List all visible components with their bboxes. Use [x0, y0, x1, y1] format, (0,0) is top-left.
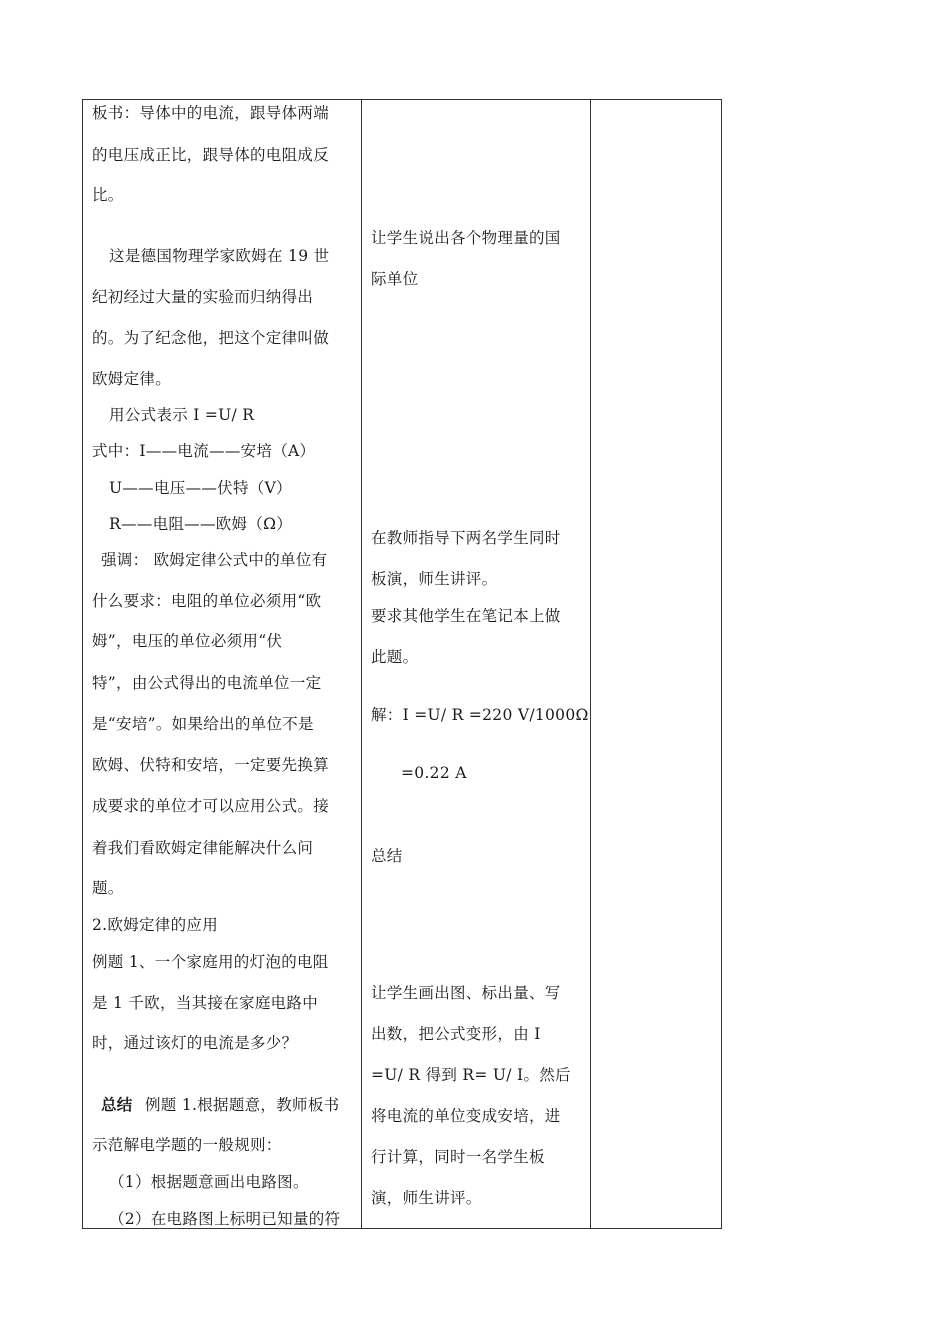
col1-line: 纪初经过大量的实验而归纳得出 [92, 288, 314, 306]
col1-line: 例题 1.根据题意，教师板书 [145, 1096, 340, 1114]
col1-line: 题。 [92, 879, 124, 897]
col1-line: 的。为了纪念他，把这个定律叫做 [92, 329, 330, 347]
col1-line: 是 1 千欧，当其接在家庭电路中 [92, 994, 319, 1012]
col2-line: 在教师指导下两名学生同时 [371, 529, 561, 547]
col2-line: 要求其他学生在笔记本上做 [371, 607, 561, 625]
col1-line: 着我们看欧姆定律能解决什么问 [92, 839, 314, 857]
col1-heading: 2.欧姆定律的应用 [92, 916, 218, 934]
col1-line: 比。 [92, 186, 124, 204]
col1-line: 的电压成正比，跟导体的电阻成反 [92, 146, 330, 164]
col2-line: 将电流的单位变成安培，进 [371, 1107, 561, 1125]
lesson-table [82, 99, 722, 1229]
col1-line: 成要求的单位才可以应用公式。接 [92, 797, 330, 815]
column-divider-1 [361, 100, 362, 1228]
col2-line: 此题。 [371, 648, 419, 666]
col1-line: 姆”，电压的单位必须用“伏 [92, 632, 283, 650]
col1-line: （2）在电路图上标明已知量的符 [109, 1210, 341, 1228]
col2-line: 让学生说出各个物理量的国 [371, 229, 561, 247]
col2-line: 出数，把公式变形，由 I [371, 1025, 541, 1043]
col1-line: U——电压——伏特（V） [109, 479, 292, 497]
col2-solution: 解：I =U/ R =220 V/1000Ω [371, 706, 589, 724]
col1-formula: 用公式表示 I =U/ R [109, 406, 255, 424]
column-divider-2 [590, 100, 591, 1228]
col2-line: 行计算，同时一名学生板 [371, 1148, 545, 1166]
col1-line: 什么要求：电阻的单位必须用“欧 [92, 592, 322, 610]
col1-line: 这是德国物理学家欧姆在 19 世 [109, 247, 330, 265]
col1-line: R——电阻——欧姆（Ω） [109, 515, 293, 533]
col2-line: 总结 [371, 847, 403, 865]
col2-line: 板演，师生讲评。 [371, 570, 498, 588]
col1-line: 欧姆定律。 [92, 370, 172, 388]
col2-line: =U/ R 得到 R= U/ I。然后 [371, 1066, 571, 1084]
col1-line: 式中：I——电流——安培（A） [92, 442, 316, 460]
col1-line: 是“安培”。如果给出的单位不是 [92, 715, 314, 733]
col1-line: 欧姆、伏特和安培，一定要先换算 [92, 756, 330, 774]
col1-line: 特”，由公式得出的电流单位一定 [92, 674, 322, 692]
col1-line: 板书：导体中的电流，跟导体两端 [92, 104, 330, 122]
col1-line: 时，通过该灯的电流是多少？ [92, 1034, 298, 1052]
col2-solution-result: =0.22 A [401, 764, 467, 782]
col1-summary-label: 总结 [101, 1095, 133, 1114]
col2-line: 际单位 [371, 270, 419, 288]
col1-line: （1）根据题意画出电路图。 [109, 1173, 309, 1191]
col1-line: 强调： 欧姆定律公式中的单位有 [101, 551, 328, 569]
col1-line: 示范解电学题的一般规则： [92, 1136, 282, 1154]
col2-line: 演，师生讲评。 [371, 1189, 482, 1207]
col2-line: 让学生画出图、标出量、写 [371, 984, 561, 1002]
col1-line: 例题 1、一个家庭用的灯泡的电阻 [92, 953, 329, 971]
